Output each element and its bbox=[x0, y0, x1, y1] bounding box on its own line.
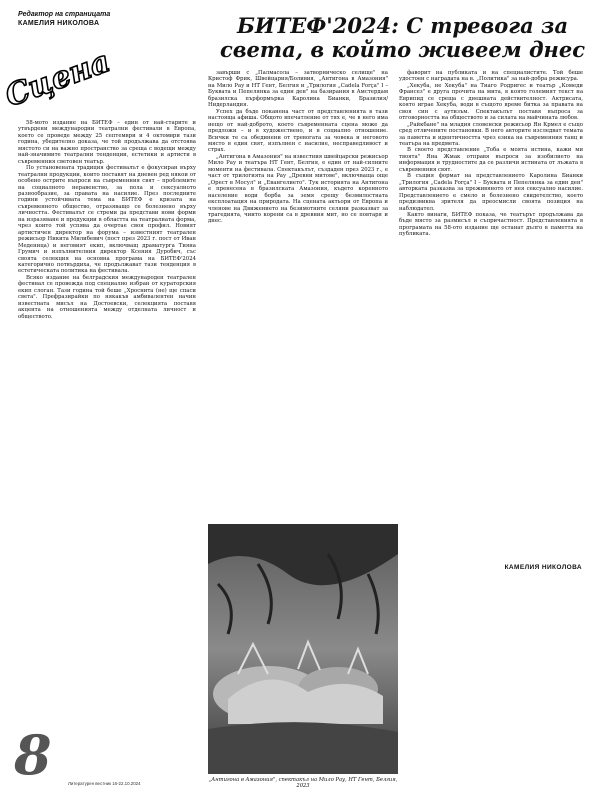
paragraph: В своето представление „Тоба е моята истина, кажи ми твоята" Яна Жмак отправя въпроси за изобилието на информация и трудностите да се различи истината от лъжата в съвременния свят. bbox=[399, 147, 583, 173]
paragraph: „Райкбане" на младия словенски режисьор Ян Крмел е също сред отличените постановки. В него авторите изследват темата за паметта и идентичността чрез езика на съвременния танц и театъра на предмета. bbox=[399, 121, 583, 147]
photo-caption: „Антигона в Амазония", спектакъл на Мило Рау, НТ Гент, Белгия, 2023 bbox=[208, 777, 398, 789]
headline: БИТЕФ'2024: С тревога за света, в който живеем днес bbox=[219, 13, 586, 62]
page-editor-credit bbox=[18, 10, 110, 28]
paragraph: фаворит на публиката и на специалистите. Той беше удостоен с наградата на в. „Политика" за най-добра режисура. bbox=[399, 70, 583, 83]
section-logo bbox=[0, 44, 115, 124]
section-logo-text: Сцена bbox=[0, 44, 115, 115]
paragraph: „Хекуба, не Хекуба" на Тиаго Родригес и театър „Комеди Франсез" е друга прочита на мита, в която големият текст на Еврипид се среща с днешната действителност. Актрисата, която играе Хекуба, води в същото време битка за правата на своя син с аутизъм. Спектакълът поставя въпроса за отговорността на обществото и за силата на майчината любов. bbox=[399, 82, 583, 122]
paragraph: „Антигона в Амазония" на известния швейцарски режисьор Мило Рау и театъра НТ Гент, Белгия, е един от най-силните моменти на фестивала. Спектакълът, създаден през 2023 г., е част от трилогията на Рау „Древни митове", включваща още „Орест в Мосул" и „Евангелието". Тук историята на Антигона е пренесена в бразилската Амазония, където коренното население води борба за земя срещу безмилостната експлоатация на природата. На сцената актьори от Европа и членове на Движението на безимотните селяни разказват за трагедията, чиито корени са в древния мит, но се повтаря и днес. bbox=[208, 153, 388, 225]
paragraph: Както винаги, БИТЕФ показа, че театърът продължава да бъде място за размисъл и съпричастност. Представленията в програмата на 58-ото издание ще останат дълго в паметта на публиката. bbox=[399, 211, 583, 238]
footer-publication: Литературен вестник 16-22.10.2024 bbox=[68, 781, 141, 786]
performance-photo bbox=[208, 524, 398, 774]
paragraph: В същия формат на представлението Каролина Бианки „Трилогия „Cadela Força" I – Буквата и Пепелянка за един ден" авторката разказва за преживяното от нея сексуално насилие. Представлението е смело и болезнено свидетелство, което предизвиква зрителя да преосмисли своята позиция на наблюдател. bbox=[399, 173, 583, 212]
paragraph: завърши с „Палмасола – затворническо селище" на Кристоф Фрик, Швейцария/Боливия, „Антигона в Амазония" на Мило Рау и НТ Гент, Белгия и „Трилогия „Cadela Força" I – Буквата и Пепелянка за един ден" на базирания в Амстердам бразилска пърформърка Каролина Бианки, Бразилия/Нидерландия. bbox=[208, 70, 388, 109]
editor-name: КАМЕЛИЯ НИКОЛОВА bbox=[18, 20, 100, 27]
paragraph: 58-мото издание на БИТЕФ – един от най-старите и утвърдени международни театрални фестивали в Европа, което се проведе между 25 септември и 4 октомври тази година, убедително доказа, че той продължава да отстоява мястото си на важно пространство за среща с водещи между най-значимите театрални тенденции, естетики и артисти в съвременния световен театър. bbox=[18, 120, 196, 165]
article-column-2 bbox=[208, 70, 388, 520]
article-column-1 bbox=[18, 120, 196, 730]
editor-role: Редактор на страницата bbox=[18, 11, 111, 18]
page-number: 8 bbox=[14, 723, 52, 787]
paragraph: Успех да бъде поканена част от представленията в тази настояща афиша. Общото впечатление от тях е, че в него има нещо от най-доброто, което съвременната сцена може да предложи – и в художествено, и в социално отношение. Всички те са обединени от тревогата за човека и неговото място в един свят, изпълнен с насилие, несправедливост и страх. bbox=[208, 108, 388, 154]
article-column-3 bbox=[399, 70, 583, 500]
paragraph: По установената традиция фестивалът е фокусиран върху театрални продукции, които поставят на дневен ред някои от особено острите въпроси на съвременния свят – проблемите на социалното неравенство, за пола и сексуалното разнообразие, за правата на насилие. През последните години устойчивата тема на БИТЕФ е кризата на съвременното общество, отразяващо се болезнено върху личността. Фестивалът се стреми да представи нови форми на изразяване и продукции в областта на театралната форма, чрез които той успява да очертае своя профил. Новият артистичен директор на форума – известният театрален режисьор Никита Милибевич (пост през 2023 г. пост от Иван Меденица) и неговият екип, включващ драматурга Тияна Грумич и изпълнителния директор Ксения Дуробич, със своята селекция на основна програма на БИТЕФ'2024 категорично потвърдиха, че продължават тази тенденция в естетическата политика на фестивала. bbox=[18, 165, 196, 275]
paragraph: Всяко издание на белградския международен театрален фестивал се провежда под специално избран от кураторския екип слоган. Тази година той беше „Хроснита (не) ще спаси света". Префразирайки по някакъв амбивалентен начин известната мисъл на Достоевски, селекцията поставя акцента на отношенията между отделната личност и обществото. bbox=[18, 274, 196, 320]
article-author: КАМЕЛИЯ НИКОЛОВА bbox=[504, 564, 582, 571]
